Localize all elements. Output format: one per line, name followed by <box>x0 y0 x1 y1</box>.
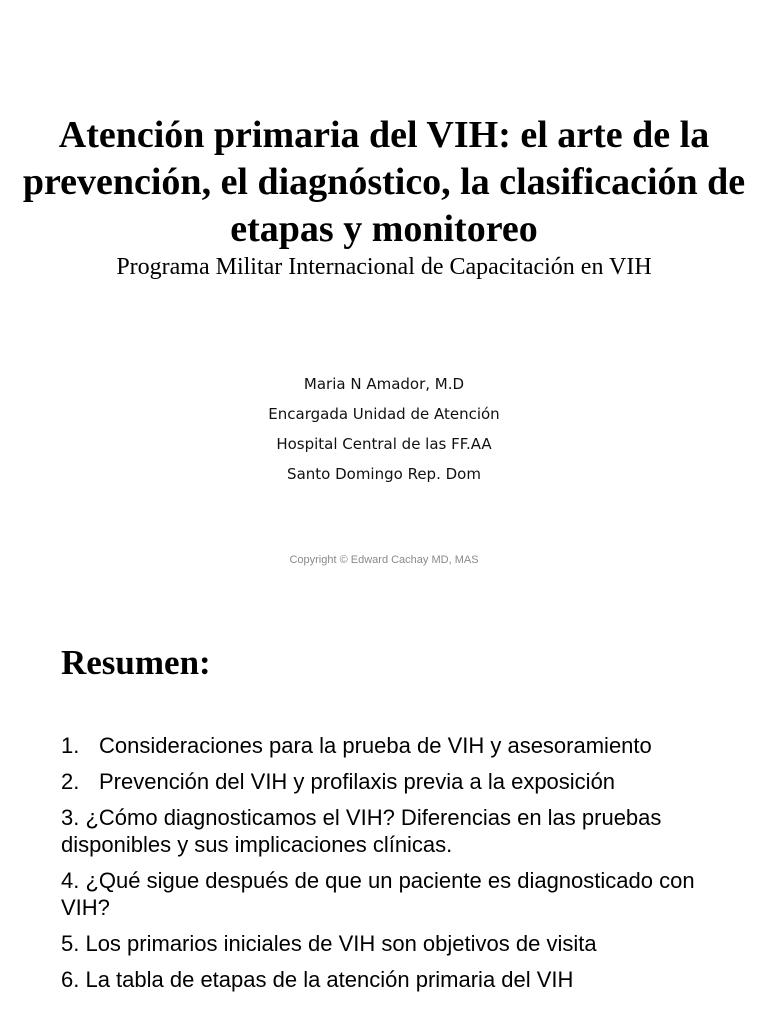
list-item-number: 2. <box>61 769 80 794</box>
author-institution: Hospital Central de las FF.AA <box>276 435 492 453</box>
author-block <box>134 369 634 489</box>
author-name: Maria N Amador, M.D <box>303 375 465 393</box>
list-item-number: 1. <box>61 733 80 758</box>
list-item: 6. La tabla de etapas de la atención primaria del VIH <box>61 967 574 992</box>
list-item: 3. ¿Cómo diagnosticamos el VIH? Diferencias en las pruebas disponibles y sus implicaciones clínicas. <box>61 805 662 857</box>
list-item: 4. ¿Qué sigue después de que un paciente es diagnosticado con VIH? <box>61 868 695 920</box>
author-location: Santo Domingo Rep. Dom <box>287 465 481 483</box>
list-item <box>61 768 741 795</box>
summary-list <box>61 732 741 1002</box>
list-item <box>61 732 741 759</box>
summary-slide <box>0 604 768 1024</box>
author-role: Encargada Unidad de Atención <box>268 405 500 423</box>
summary-heading: Resumen: <box>61 643 211 682</box>
presentation-title: Atención primaria del VIH: el arte de la prevención, el diagnóstico, la clasificación de etapas y monitoreo <box>22 114 746 250</box>
list-item-text: Consideraciones para la prueba de VIH y asesoramiento <box>99 733 652 758</box>
presentation-subtitle: Programa Militar Internacional de Capacitación en VIH <box>116 254 652 280</box>
list-item: 5. Los primarios iniciales de VIH son objetivos de visita <box>61 931 597 956</box>
list-item-text: Prevención del VIH y profilaxis previa a la exposición <box>99 769 616 794</box>
copyright-notice: Copyright © Edward Cachay MD, MAS <box>289 554 479 566</box>
